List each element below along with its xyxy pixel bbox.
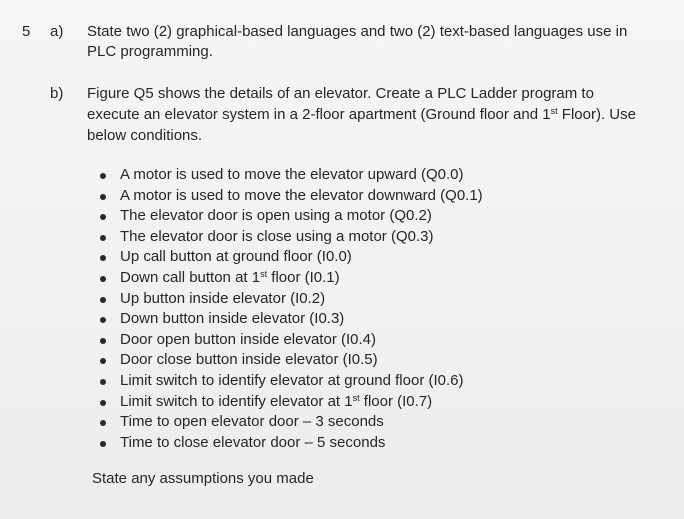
condition-item (100, 227, 483, 248)
assumptions-prompt: State any assumptions you made (92, 470, 314, 487)
condition-text: Limit switch to identify elevator at 1 (120, 392, 353, 410)
condition-text: Limit switch to identify elevator at ground floor (I0.6) (120, 371, 464, 389)
bullet-icon (100, 235, 106, 241)
part-b-line-2: execute an elevator system in a 2-floor apartment (Ground floor and 1st Floor). Use (87, 106, 636, 123)
condition-text: floor (I0.1) (267, 268, 340, 286)
condition-text: Time to open elevator door – 3 seconds (120, 413, 384, 431)
bullet-icon (100, 317, 106, 323)
condition-item (100, 289, 483, 310)
bullet-icon (100, 214, 106, 220)
condition-item (100, 330, 483, 351)
part-b-line-3: below conditions. (87, 127, 203, 144)
condition-text: floor (I0.7) (359, 392, 433, 410)
bullet-icon (100, 255, 106, 261)
condition-item (100, 247, 483, 268)
bullet-icon (100, 338, 106, 344)
part-a-text (87, 22, 627, 62)
condition-item (100, 268, 483, 289)
condition-item (100, 309, 483, 330)
bullet-icon (100, 173, 106, 179)
condition-item (100, 371, 483, 392)
bullet-icon (100, 194, 106, 200)
question-number: 5 (22, 23, 31, 40)
part-b-text (87, 83, 636, 146)
condition-text: A motor is used to move the elevator downward (Q0.1) (120, 186, 483, 204)
condition-item (100, 412, 483, 433)
conditions-list (100, 165, 483, 453)
part-a-label: a) (50, 23, 64, 40)
bullet-icon (100, 379, 106, 385)
condition-text: Up call button at ground floor (I0.0) (120, 248, 352, 266)
condition-text: A motor is used to move the elevator upward (Q0.0) (120, 166, 464, 183)
condition-text: st (352, 392, 360, 403)
condition-text: Door open button inside elevator (I0.4) (120, 330, 376, 348)
condition-item (100, 206, 483, 227)
condition-text: st (260, 268, 268, 279)
bullet-icon (100, 276, 106, 282)
bullet-icon (100, 420, 106, 426)
condition-text: The elevator door is open using a motor (Q0.2) (120, 207, 432, 225)
condition-text: Up button inside elevator (I0.2) (120, 289, 326, 307)
condition-text: Down call button at 1 (120, 268, 261, 286)
part-b-label: b) (50, 85, 64, 102)
condition-item (100, 165, 483, 186)
condition-item (100, 392, 483, 413)
bullet-icon (100, 358, 106, 364)
condition-item (100, 433, 483, 454)
part-a-line-1: State two (2) graphical-based languages and two (2) text-based languages use in (87, 23, 628, 40)
bullet-icon (100, 297, 106, 303)
part-b-line-1: Figure Q5 shows the details of an elevator. Create a PLC Ladder program to (87, 85, 594, 102)
condition-text: Time to close elevator door – 5 seconds (120, 433, 386, 451)
condition-item (100, 350, 483, 371)
condition-text: Down button inside elevator (I0.3) (120, 310, 345, 328)
bullet-icon (100, 400, 106, 406)
condition-text: The elevator door is close using a motor (Q0.3) (120, 227, 434, 245)
condition-text: Door close button inside elevator (I0.5) (120, 351, 378, 369)
part-a-line-2: PLC programming. (87, 43, 213, 60)
bullet-icon (100, 441, 106, 447)
condition-item (100, 186, 483, 207)
